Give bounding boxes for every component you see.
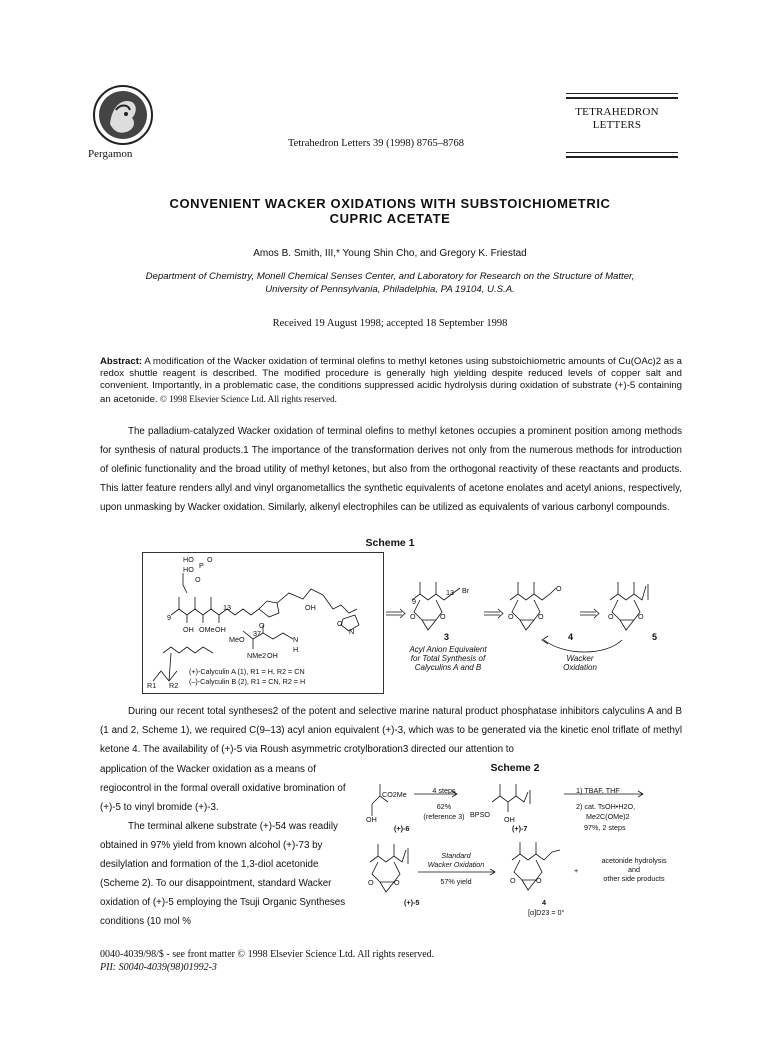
masthead-rule-bottom-thick <box>566 156 678 158</box>
atom-r1: R1 <box>147 681 157 690</box>
compound-5-number: 5 <box>652 632 658 642</box>
atom-n-1: N <box>293 635 299 644</box>
scheme2-atom-oh-2: OH <box>504 815 515 824</box>
abstract-copyright: © 1998 Elsevier Science Ltd. All rights reserved. <box>157 393 337 404</box>
atom-oh-4: OH <box>267 651 278 660</box>
scheme1-atom-o-1: O <box>410 612 416 621</box>
abstract-text: A modification of the Wacker oxidation of terminal olefins to methyl ketones using substoichiometric amounts of Cu(OAc)2 as a redox shuttle reagent is described. The modified procedure is generally high yielding despite reduced levels of copper salt and convenient. Importantly, in a problematic case, the conditions suppressed acidic hydrolysis during oxidation of substrate (+)-5 containing an acetonide. <box>100 356 682 405</box>
paragraph-2: During our recent total syntheses2 of the potent and selective marine natural product phosphatase inhibitors calyculins A and B (1 and 2, Scheme 1), we required C(9–13) acyl anion equivalent (+)-3, which was to be generated via the kinetic enol triflate of methyl ketone 4. The availability of (+)-5 via Roush asymmetric crotylboration3 directed our attention to <box>100 706 682 755</box>
caption-acyl-anion-line1: Acyl Anion Equivalent <box>409 645 487 654</box>
caption-wacker <box>540 654 620 672</box>
reagent-line4: 97%, 2 steps <box>584 823 626 832</box>
atom-meo: MeO <box>229 635 245 644</box>
scheme1-label: Scheme 1 <box>365 537 415 549</box>
masthead <box>566 106 668 132</box>
side-product-line2: and <box>628 865 640 874</box>
atom-oh-2: OH <box>183 625 194 634</box>
caption-wacker-line1: Wacker <box>566 654 594 663</box>
masthead-rule-top-thick <box>566 97 678 99</box>
atom-n-2: N <box>349 627 355 636</box>
affiliation-line2: University of Pennsylvania, Philadelphia, PA 19104, U.S.A. <box>265 284 515 295</box>
reagent-line3: Me2C(OMe)2 <box>586 812 630 821</box>
publisher-name: Pergamon <box>88 148 133 160</box>
affiliation <box>100 270 680 296</box>
affiliation-line1: Department of Chemistry, Monell Chemical Senses Center, and Laboratory for Research on the Structure of Matter, <box>145 271 635 282</box>
caption-acyl-anion-line3: Calyculins A and B <box>414 663 482 672</box>
scheme1-atom-o-4: O <box>538 612 544 621</box>
reagent-line1: 1) TBAF, THF <box>576 786 620 795</box>
wacker-oxidation-label: Wacker Oxidation <box>427 860 485 869</box>
compound-4-number: 4 <box>568 632 574 642</box>
footer <box>100 948 520 974</box>
scheme2-label: Scheme 2 <box>490 762 540 774</box>
compound-6-label: (+)-6 <box>394 824 410 833</box>
masthead-line1: TETRAHEDRON <box>575 106 659 118</box>
compound-5-label: (+)-5 <box>404 898 420 907</box>
footer-line1: 0040-4039/98/$ - see front matter © 1998 Elsevier Science Ltd. All rights reserved. <box>100 949 435 960</box>
plus-sign: + <box>574 866 579 875</box>
scheme2-atom-oh-1: OH <box>366 815 377 824</box>
atom-ho-2: HO <box>183 565 194 574</box>
reagent-line2: 2) cat. TsOH•H2O, <box>576 802 636 811</box>
title-line1: CONVENIENT WACKER OXIDATIONS WITH SUBSTOICHIOMETRIC <box>169 196 611 211</box>
caption-acyl-anion <box>388 645 508 672</box>
side-product-line3: other side products <box>603 874 665 883</box>
atom-o-4: O <box>337 619 343 628</box>
atom-oh-3: OMe <box>199 625 215 634</box>
abstract-label: Abstract: <box>100 356 143 367</box>
atom-ome: OH <box>215 625 226 634</box>
title-line2: CUPRIC ACETATE <box>329 211 451 226</box>
authors: Amos B. Smith, III,* Young Shin Cho, and Gregory K. Friestad <box>253 248 527 259</box>
atom-o-3: O <box>259 621 265 630</box>
scheme1-atom-o-5: O <box>608 612 614 621</box>
wacker-standard-label: Standard <box>441 851 471 860</box>
arrow1-yield-label: 62% <box>436 802 452 811</box>
side-product-line1: acetonide hydrolysis <box>601 856 667 865</box>
atom-o-1: O <box>207 555 213 564</box>
masthead-rule-bottom <box>566 152 678 153</box>
scheme1-atom-o-2: O <box>440 612 446 621</box>
caption-wacker-line2: Oxidation <box>563 663 597 672</box>
scheme1-structure-box <box>142 552 384 694</box>
calyculin-a-label: (+)-Calyculin A (1), R1 = H, R2 = CN <box>189 667 305 676</box>
scheme1-atom-o-3: O <box>508 612 514 621</box>
compound-7-label: (+)-7 <box>512 824 528 833</box>
journal-citation: Tetrahedron Letters 39 (1998) 8765–8768 <box>288 138 464 149</box>
paragraph-2-continued: application of the Wacker oxidation as a means of regiocontrol in the formal overall oxidative bromination of (+)-5 to vinyl bromide (+)-3. <box>100 764 346 813</box>
compound-3-number: 3 <box>444 632 450 642</box>
carbon-number-13: 13 <box>223 603 231 612</box>
scheme2-atom-o-2: O <box>394 878 400 887</box>
scheme2-atom-o-1: O <box>368 878 374 887</box>
publisher-logo <box>92 84 154 146</box>
atom-bpso: BPSO <box>470 810 490 819</box>
compound-4-label: 4 <box>542 898 546 907</box>
scheme1-atom-o-ketone: O <box>556 584 562 593</box>
paragraph-1: The palladium-catalyzed Wacker oxidation of terminal olefins to methyl ketones occupies a prominent position among methods for synthesis of natural products.1 The importance of the transformation derives not only from the numerous methods for introduction of olefinic functionality and the broad utility of methyl ketones, but also from the orthogonal reactivity of these reactants and products. This latter feature renders allyl and vinyl organometallics the synthetic equivalents of acetone enolates and acetyl anions, respectively, upon unmasking by Wacker oxidation. Similarly, alkenyl electrophiles can be utilized as equivalents of various carbonyl compounds. <box>100 426 682 513</box>
article-title <box>130 196 650 226</box>
carbon-number-9: 9 <box>167 613 171 622</box>
atom-nme2: NMe2 <box>247 651 267 660</box>
arrow1-top-label: 4 steps <box>432 786 456 795</box>
atom-oh-1: OH <box>305 603 316 612</box>
arrow1-reference-label: (reference 3) <box>423 812 465 821</box>
masthead-line2: LETTERS <box>592 119 642 131</box>
wacker-yield-label: 57% yield <box>440 877 472 886</box>
received-date: Received 19 August 1998; accepted 18 September 1998 <box>272 318 508 329</box>
caption-acyl-anion-line2: for Total Synthesis of <box>410 654 486 663</box>
scheme1-atom-o-6: O <box>638 612 644 621</box>
carbon-number-37: 37 <box>253 629 261 638</box>
scheme1-atom-9: 9 <box>412 597 416 606</box>
scheme2-atom-o-3: O <box>510 876 516 885</box>
atom-o-2: O <box>195 575 201 584</box>
atom-ho-1: HO <box>183 555 194 564</box>
calyculin-b-label: (–)-Calyculin B (2), R1 = CN, R2 = H <box>189 677 306 686</box>
atom-br: Br <box>462 586 470 595</box>
footer-line2: PII: S0040-4039(98)01992-3 <box>100 962 217 973</box>
paragraph-3: The terminal alkene substrate (+)-54 was readily obtained in 97% yield from known alcohol (+)-73 by desilylation and formation of the 1,3-diol acetonide (Scheme 2). To our disappointment, standard Wacker oxidation of (+)-5 employing the Tsuji Organic Syntheses conditions (10 mol % <box>100 821 346 927</box>
scheme2-atom-o-4: O <box>536 876 542 885</box>
atom-h: H <box>293 645 299 654</box>
scheme1-atom-13: 13 <box>446 588 454 597</box>
masthead-rule-top <box>566 93 678 94</box>
atom-p: P <box>199 561 204 570</box>
optical-rotation: [α]D23 = 0° <box>528 908 565 917</box>
atom-r2: R2 <box>169 681 179 690</box>
abstract <box>100 356 682 406</box>
atom-co2me: CO2Me <box>382 790 407 799</box>
